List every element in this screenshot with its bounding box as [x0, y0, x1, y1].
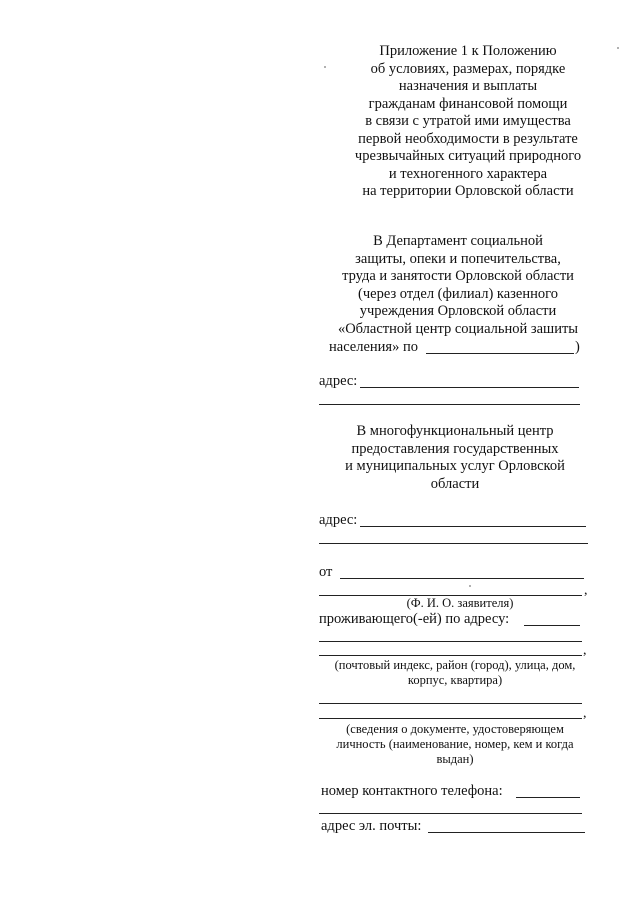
department-line: защиты, опеки и попечительства, — [355, 250, 561, 267]
header-line: в связи с утратой ими имущества — [365, 113, 571, 129]
department-line: «Областной центр социальной зашиты — [337, 320, 579, 337]
scan-speck — [324, 66, 326, 68]
mfc-line: и муниципальных услуг Орловской — [345, 458, 565, 474]
residence-label: проживающего(-ей) по адресу: — [319, 611, 510, 627]
email-label: адрес эл. почты: — [321, 818, 422, 834]
department-address-field-line2[interactable] — [319, 404, 580, 405]
identity-comma: , — [583, 706, 587, 721]
header-line: гражданам финансовой помощи — [368, 95, 568, 112]
addressee-department — [318, 233, 598, 338]
address-caption-line: корпус, квартира) — [407, 673, 503, 687]
header-line: на территории Орловской области — [362, 183, 574, 199]
header-line: и техногенного характера — [388, 165, 548, 182]
appendix-header — [318, 43, 618, 201]
header-line: об условиях, размерах, порядке — [370, 60, 566, 77]
email-field[interactable] — [428, 832, 585, 833]
department-name-prefix: населения» по — [329, 339, 418, 355]
header-line: первой необходимости в результате — [358, 130, 578, 147]
residence-address-field-line3[interactable] — [319, 655, 582, 656]
scan-speck — [617, 47, 619, 49]
identity-document-field-line2[interactable] — [319, 718, 582, 719]
mfc-address-label: адрес: — [319, 512, 358, 528]
header-line: чрезвычайных ситуаций природного — [354, 148, 582, 164]
residence-address-field-line2[interactable] — [319, 641, 582, 642]
header-line: назначения и выплаты — [398, 78, 538, 94]
department-line: труда и занятости Орловской области — [342, 268, 574, 284]
phone-label: номер контактного телефона: — [321, 783, 503, 799]
applicant-name-field[interactable] — [340, 578, 584, 579]
department-address-field[interactable] — [360, 387, 579, 388]
identity-document-field[interactable] — [319, 703, 582, 704]
mfc-address-field-line2[interactable] — [319, 543, 588, 544]
mfc-address-field[interactable] — [360, 526, 586, 527]
phone-field-line2[interactable] — [319, 813, 582, 814]
applicant-name-caption: (Ф. И. О. заявителя) — [406, 596, 514, 610]
department-line: учреждения Орловской области — [359, 303, 557, 319]
residence-address-field[interactable] — [524, 625, 580, 626]
address-caption-line: (почтовый индекс, район (город), улица, дом, — [334, 658, 576, 672]
mfc-line: области — [430, 475, 480, 492]
name-comma: , — [584, 583, 588, 598]
address-comma: , — [583, 643, 587, 658]
department-line: В Департамент социальной — [373, 233, 543, 249]
department-address-label: адрес: — [319, 373, 358, 389]
header-line: Приложение 1 к Положению — [379, 43, 557, 59]
department-line: (через отдел (филиал) казенного — [358, 285, 558, 302]
department-name-suffix: ) — [575, 339, 580, 355]
phone-field[interactable] — [516, 797, 580, 798]
mfc-line: предоставления государственных — [351, 440, 559, 457]
identity-document-caption — [310, 722, 600, 767]
from-label: от — [319, 564, 333, 580]
addressee-mfc — [310, 423, 600, 493]
identity-caption-line: личность (наименование, номер, кем и когда — [336, 737, 574, 751]
department-name-field[interactable] — [426, 353, 574, 354]
identity-caption-line: (сведения о документе, удостоверяющем — [346, 722, 564, 736]
residence-address-caption — [310, 658, 600, 688]
identity-caption-line: выдан) — [436, 752, 474, 766]
scan-speck — [469, 585, 471, 587]
mfc-line: В многофункциональный центр — [356, 423, 554, 439]
